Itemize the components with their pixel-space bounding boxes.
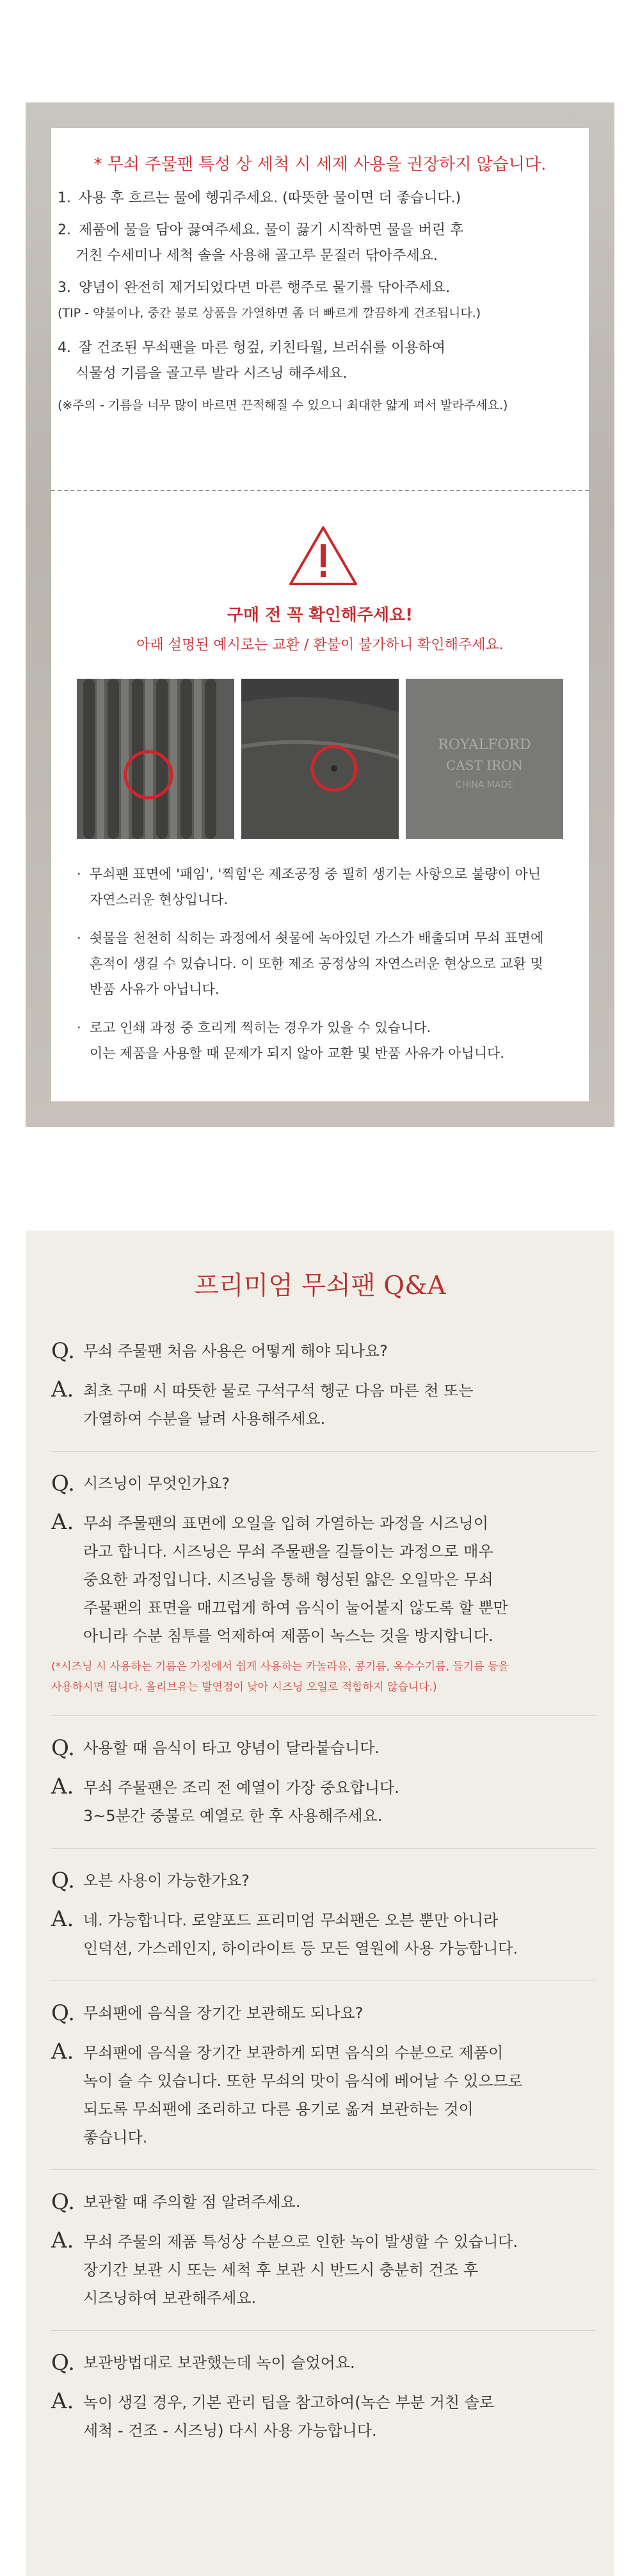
answer-line: 시즈닝하여 보관해주세요. [83,2289,257,2307]
answer-row [51,1774,595,1830]
qa-item [51,1716,595,1849]
care-card [51,128,589,1101]
note-line: 반품 사유가 아닙니다. [90,982,220,997]
answer-row [51,1906,595,1963]
bullet-dot: · [77,866,81,882]
answer-marker: A. [51,2228,74,2253]
question-marker: Q. [51,1471,75,1496]
answer-row [51,2039,595,2151]
answer-line: 네. 가능합니다. 로얄포드 프리미엄 무쇠팬은 오븐 뿐만 아니라 [83,1911,499,1929]
step-number: 3. [58,280,71,296]
answer-line: 라고 합니다. 시즈닝은 무쇠 주물팬을 길들이는 과정으로 매우 [83,1543,493,1560]
note-line: 흔적이 생길 수 있습니다. 이 또한 제조 공정상의 자연스러운 현상으로 교환 및 [90,956,543,971]
question-row [51,1471,595,1496]
note-line: 무쇠팬 표면에 '패임', '찍힘'은 제조공정 중 필히 생기는 사항으로 불량이 아닌 [90,866,541,882]
answer-row [51,1509,595,1650]
logo-line-2: CAST IRON [446,757,523,773]
answer-line: 중요한 과정입니다. 시즈닝을 통해 형성된 얇은 오일막은 무쇠 [83,1571,493,1589]
care-tip: (TIP - 약불이나, 중간 불로 상품을 가열하면 좀 더 빠르게 깔끔하게 건조됩니다.) [58,306,481,320]
answer-line: 아니라 수분 침투를 억제하여 제품이 녹스는 것을 방지합니다. [83,1627,493,1645]
note-line: 쇳물을 천천히 식히는 과정에서 쇳물에 녹아있던 가스가 배출되며 무쇠 표면에 [90,930,544,946]
qa-item [51,1849,595,1981]
question-text: 무쇠 주물팬 처음 사용은 어떻게 해야 되나요? [83,1342,388,1360]
answer-text [83,1509,589,1650]
answer-row [51,1377,595,1433]
question-marker: Q. [51,2189,75,2215]
example-photos [77,679,563,839]
step-text: 제품에 물을 담아 끓여주세요. 물이 끓기 시작하면 물을 버린 후 [79,222,464,238]
logo-line-3: CHINA MADE [455,780,514,790]
answer-marker: A. [51,1774,74,1799]
question-marker: Q. [51,2000,75,2026]
answer-line: 최초 구매 시 따뜻한 물로 구석구석 헹군 다음 마른 천 또는 [83,1382,474,1400]
purchase-note [77,925,582,1002]
care-step [58,275,582,301]
question-row [51,1338,595,1364]
answer-line: 무쇠팬에 음식을 장기간 보관하게 되면 음식의 수분으로 제품이 [83,2044,504,2062]
qa-title: 프리미엄 무쇠팬 Q&A [194,1271,446,1300]
question-text: 시즈닝이 무엇인가요? [83,1475,230,1493]
answer-line: 인덕션, 가스레인지, 하이라이트 등 모든 열원에 사용 가능합니다. [83,1940,518,1957]
purchase-warning-subtitle: 아래 설명된 예시로는 교환 / 환불이 불가하니 확인해주세요. [136,637,504,653]
dent-example-photo [77,679,234,839]
question-text: 보관할 때 주의할 점 알려주세요. [83,2193,301,2211]
question-row [51,2350,595,2376]
answer-marker: A. [51,1509,74,1535]
note-line: 이는 제품을 사용할 때 문제가 되지 않아 교환 및 반품 사유가 아닙니다. [90,1046,505,1061]
step-number: 1. [58,190,71,206]
question-row [51,1868,595,1893]
question-text: 사용할 때 음식이 타고 양념이 달라붙습니다. [83,1739,380,1757]
note-line: 자연스러운 현상입니다. [90,892,228,907]
purchase-note [77,861,582,912]
answer-line: 3~5분간 중불로 예열로 한 후 사용해주세요. [83,1807,383,1825]
care-steps [58,186,582,428]
answer-marker: A. [51,1377,74,1402]
answer-text [83,1774,589,1830]
question-marker: Q. [51,1868,75,1893]
step-text: 사용 후 흐르는 물에 헹궈주세요. (따뜻한 물이면 더 좋습니다.) [79,190,461,206]
care-step [58,186,582,211]
question-marker: Q. [51,1338,75,1364]
question-text: 오븐 사용이 가능한가요? [83,1872,250,1890]
answer-marker: A. [51,1906,74,1932]
care-step [58,218,582,269]
question-marker: Q. [51,2350,75,2376]
purchase-note [77,1015,582,1066]
section-divider [51,490,589,491]
answer-text [83,2228,589,2312]
footnote-line: 사용하시면 됩니다. 올리브유는 발연점이 낮아 시즈닝 오일로 적합하지 않습니다.) [51,1681,437,1694]
bullet-dot: · [77,930,81,946]
question-marker: Q. [51,1735,75,1761]
question-row [51,2000,595,2026]
answer-line: 녹이 슬 수 있습니다. 또한 무쇠의 맛이 음식에 베어날 수 있으므로 [83,2072,523,2090]
step-text: 잘 건조된 무쇠팬을 마른 헝겊, 키친타월, 브러쉬를 이용하여 [79,340,445,356]
question-row [51,2189,595,2215]
answer-line: 무쇠 주물팬의 표면에 오일을 입혀 가열하는 과정을 시즈닝이 [83,1514,489,1532]
step-text-continued: 거친 수세미나 세척 솔을 사용해 골고루 문질러 닦아주세요. [76,248,438,264]
footnote-line: (*시즈닝 시 사용하는 기름은 가정에서 쉽게 사용하는 카놀라유, 콩기름, 옥수수기름, 들기름 등을 [51,1660,509,1673]
care-step [58,336,582,387]
answer-line: 좋습니다. [83,2128,148,2146]
question-row [51,1735,595,1761]
answer-line: 되도록 무쇠팬에 조리하고 다른 용기로 옮겨 보관하는 것이 [83,2100,474,2118]
answer-row [51,2228,595,2312]
answer-marker: A. [51,2388,74,2414]
answer-marker: A. [51,2039,74,2064]
answer-text [83,2039,589,2151]
qa-item [51,1452,595,1716]
answer-line: 녹이 생길 경우, 기본 관리 팁을 참고하여(녹슨 부분 거친 솔로 [83,2394,495,2411]
step-number: 4. [58,340,71,356]
qa-item [51,1981,595,2170]
answer-line: 가열하여 수분을 날려 사용해주세요. [83,1410,326,1428]
caution-header: * 무쇠 주물팬 특성 상 세척 시 세제 사용을 권장하지 않습니다. [93,155,547,174]
qa-item [51,2331,595,2463]
answer-row [51,2388,595,2445]
answer-line: 무쇠 주물의 제품 특성상 수분으로 인한 녹이 발생할 수 있습니다. [83,2233,518,2251]
care-caution-note: (※주의 - 기름을 너무 많이 바르면 끈적해질 수 있으니 최대한 얇게 펴서 발라주세요.) [58,398,508,412]
question-text: 보관방법대로 보관했는데 녹이 슬었어요. [83,2354,355,2372]
qa-item [51,2170,595,2331]
logo-line-1: ROYALFORD [438,737,531,753]
answer-line: 세척 - 건조 - 시즈닝) 다시 사용 가능합니다. [83,2422,377,2440]
answer-text [83,1377,589,1433]
answer-line: 장기간 보관 시 또는 세척 후 보관 시 반드시 충분히 건조 후 [83,2261,479,2279]
answer-footnote [51,1657,595,1697]
step-text: 양념이 완전히 제거되었다면 마른 행주로 물기를 닦아주세요. [79,280,451,296]
purchase-warning-title: 구매 전 꼭 확인해주세요! [227,606,413,625]
step-number: 2. [58,222,71,238]
answer-line: 무쇠 주물팬은 조리 전 예열이 가장 중요합니다. [83,1779,399,1797]
qa-item [51,1319,595,1452]
answer-line: 주물팬의 표면을 매끄럽게 하여 음식이 눌어붙지 않도록 할 뿐만 [83,1599,508,1617]
purchase-notes [77,861,582,1079]
answer-text [83,2388,589,2445]
answer-text [83,1906,589,1963]
qa-list [51,1319,595,2463]
note-line: 로고 인쇄 과정 중 흐리게 찍히는 경우가 있을 수 있습니다. [90,1020,431,1035]
question-text: 무쇠팬에 음식을 장기간 보관해도 되나요? [83,2004,364,2022]
bullet-dot: · [77,1020,81,1035]
gas-mark-example-photo [241,679,399,839]
step-text-continued: 식물성 기름을 골고루 발라 시즈닝 해주세요. [76,366,348,382]
logo-print-example-photo [406,679,563,839]
warning-triangle-icon [288,525,358,587]
